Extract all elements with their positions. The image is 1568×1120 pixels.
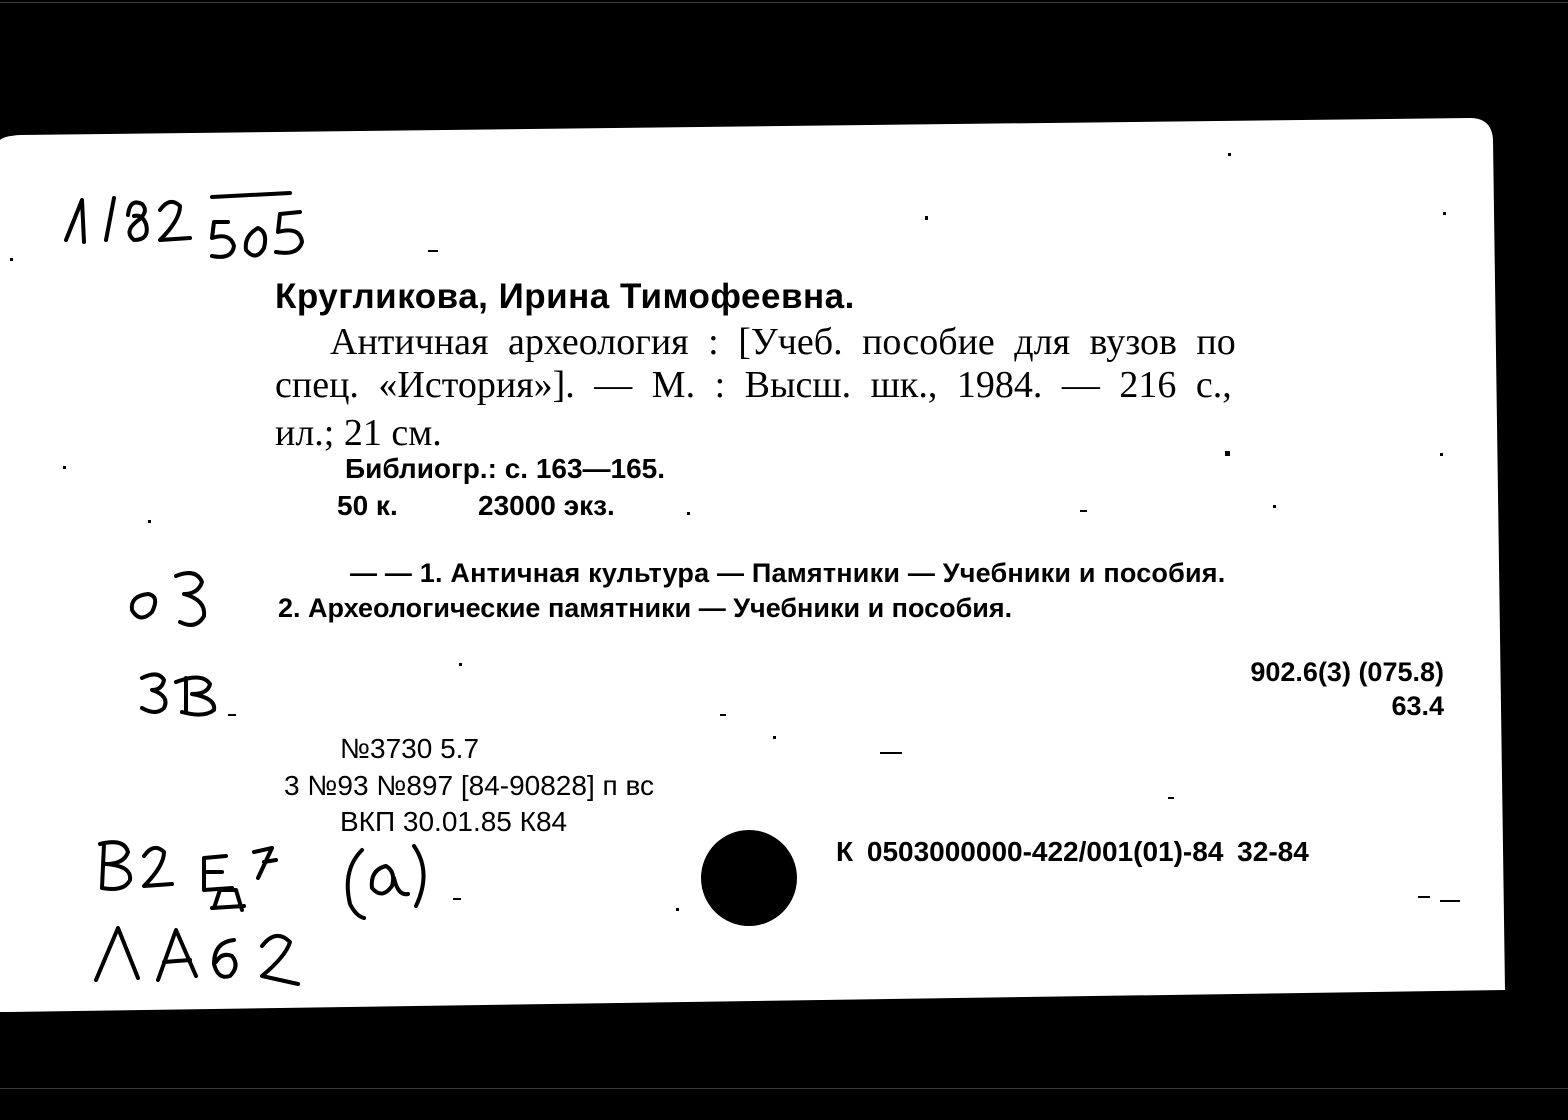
title-line-3: ил.; 21 см. [275, 412, 442, 454]
handwritten-note-3b [142, 674, 214, 714]
registry-line-3: ВКП 30.01.85 К84 [340, 806, 568, 837]
registry-line-2: 3 №93 №897 [84-90828] п вс [284, 770, 655, 801]
subjects-line-1: — — 1. Античная культура — Памятники — Учебники и пособия. [350, 558, 1226, 588]
bibliography-note: Библиогр.: с. 163—165. [345, 453, 666, 484]
handwritten-shelfmark-2 [96, 928, 298, 984]
registry-line-1: №3730 5.7 [340, 733, 480, 764]
title-line-2: спец. «История»]. — М. : Высш. шк., 1984. — 216 с., [275, 364, 1232, 406]
publisher-code: К 0503000000-422/001(01)-84 32-84 [836, 836, 1309, 867]
subjects-line-2: 2. Археологические памятники — Учебники и пособия. [278, 593, 1013, 623]
handwritten-inventory-number [66, 193, 302, 257]
title-line-1: Античная археология : [Учеб. пособие для вузов по [330, 321, 1236, 363]
udc-index: 902.6(3) (075.8) [1250, 657, 1444, 687]
author-heading: Кругликова, Ирина Тимофеевна. [275, 277, 855, 316]
bbk-index: 63.4 [1391, 691, 1444, 721]
print-run: 23000 экз. [478, 490, 615, 521]
price: 50 к. [337, 490, 398, 521]
handwritten-note-03 [132, 573, 204, 625]
handwritten-shelfmark-1 [100, 842, 424, 918]
